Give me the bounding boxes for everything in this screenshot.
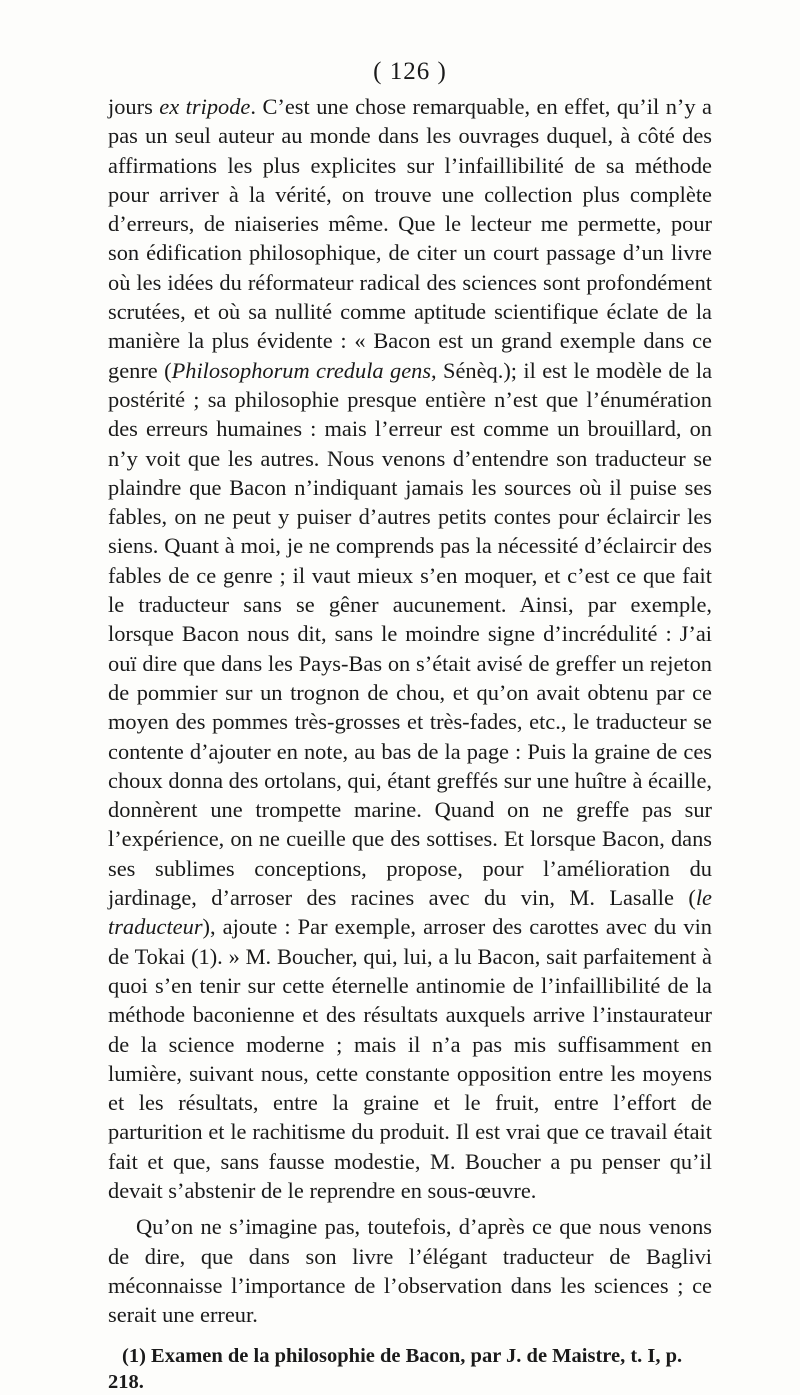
italic-text: Philosophorum credula gens bbox=[171, 357, 432, 383]
text-run: Qu’on ne s’imagine pas, toutefois, d’après ce que nous venons de dire, que dans son livre l’élégant traducteur de Baglivi méconnaisse l’importance de l’observation dans les sciences ; ce serait une erreur. bbox=[108, 1214, 712, 1328]
paragraph bbox=[108, 1212, 712, 1329]
footnote: (1) Examen de la philosophie de Bacon, par J. de Maistre, t. I, p. 218. bbox=[108, 1345, 683, 1394]
body-text bbox=[108, 92, 712, 1329]
italic-text: ex tripode bbox=[159, 94, 251, 119]
text-run: jours bbox=[108, 94, 160, 119]
text-run: ), ajoute : Par exemple, arroser des carottes avec du vin de Tokai (1). » M. Boucher, qui, lui, a lu Bacon, sait parfaitement à quoi s’en tenir sur cette éternelle antinomie de l’infaillibilité de la méthode baconienne et des résultats auxquels arrive l’instaurateur de la science moderne ; mais il n’a pas mis suffisamment en lumière, suivant nous, cette constante opposition entre les moyens et les résultats, entre la graine et le fruit, entre l’effort de parturition et le rachitisme du produit. Il est vrai que ce travail était fait et que, sans fausse modestie, M. Boucher a pu penser qu’il devait s’abstenir de le reprendre en sous-œuvre. bbox=[108, 914, 712, 1203]
page-number: ( 126 ) bbox=[373, 58, 447, 85]
italic-text: le traducteur bbox=[108, 885, 712, 940]
text-run: . C’est une chose remarquable, en effet, qu’il n’y a pas un seul auteur au monde dans les ouvrages duquel, à côté des affirmations les plus explicites sur l’infaillibilité de sa méthode pour arriver à la vérité, on trouve une collection plus complète d’erreurs, de niaiseries même. Que le lecteur me permette, pour son édification philosophique, de citer un court passage d’un livre où les idées du réformateur radical des sciences sont profondément scrutées, et où sa nullité comme aptitude scientifique éclate de la manière la plus évidente : « Bacon est un grand exemple dans ce genre ( bbox=[108, 94, 712, 383]
paragraph bbox=[108, 92, 712, 1205]
text-run: , Sénèq.); il est le modèle de la postérité ; sa philosophie presque entière n’est que l’énumération des erreurs humaines : mais l’erreur est comme un brouillard, on n’y voit que les autres. Nous venons d’entendre son traducteur se plaindre que Bacon n’indiquant jamais les sources où il puise ses fables, on ne peut y puiser d’autres petits contes pour éclaircir les siens. Quant à moi, je ne comprends pas la nécessité d’éclaircir des fables de ce genre ; il vaut mieux s’en moquer, et c’est ce que fait le traducteur sans se gêner aucunement. Ainsi, par exemple, lorsque Bacon nous dit, sans le moindre signe d’incrédulité : J’ai ouï dire que dans les Pays-Bas on s’était avisé de greffer un rejeton de pommier sur un trognon de chou, et qu’on avait obtenu par ce moyen des pommes très-grosses et très-fades, etc., le traducteur se contente d’ajouter en note, au bas de la page : Puis la graine de ces choux donna des ortolans, qui, étant greffés sur une huître à écaille, donnèrent une trompette marine. Quand on ne greffe pas sur l’expérience, on ne cueille que des sottises. Et lorsque Bacon, dans ses sublimes conceptions, propose, pour l’amélioration du jardinage, d’arroser des racines avec du vin, M. Lasalle ( bbox=[108, 357, 713, 911]
